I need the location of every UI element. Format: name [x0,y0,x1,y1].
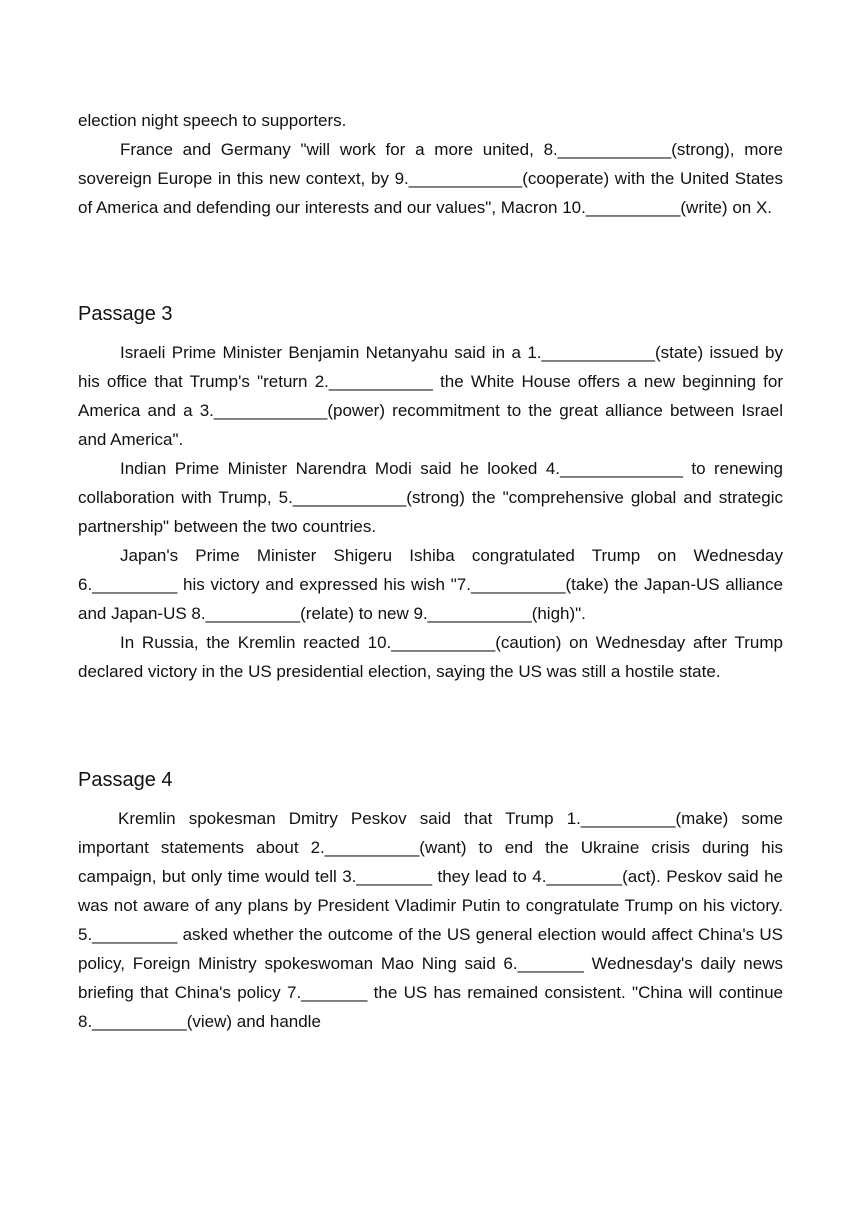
passage2-paragraph: France and Germany "will work for a more united, 8.____________(strong), more sovereign Europe in this new context, by 9.____________(cooperate) with the United States of America and defending our interests and our values", Macron 10.__________(write) on X. [78,140,783,217]
passage4-title: Passage 4 [78,769,173,791]
spacer [78,222,783,300]
spacer [78,686,783,766]
spacer [78,794,783,804]
document-page [78,106,783,1036]
passage3-title: Passage 3 [78,303,173,325]
passage4-paragraph-1: Kremlin spokesman Dmitry Peskov said that Trump 1.__________(make) some important statements about 2.__________(want) to end the Ukraine crisis during his campaign, but only time would tell 3.________ they lead to 4.________(act). Peskov said he was not aware of any plans by President Vladimir Putin to congratulate Trump on his victory. 5._________ asked whether the outcome of the US general election would affect China's US policy, Foreign Ministry spokeswoman Mao Ning said 6._______ Wednesday's daily news briefing that China's policy 7._______ the US has remained consistent. "China will continue 8.__________(view) and handle [78,809,783,1031]
passage3-paragraph-2: Indian Prime Minister Narendra Modi said he looked 4._____________ to renewing collaboration with Trump, 5.____________(strong) the "comprehensive global and strategic partnership" between the two countries. [78,459,783,536]
passage2-tail-line: election night speech to supporters. [78,111,347,130]
spacer [78,328,783,338]
passage3-paragraph-4: In Russia, the Kremlin reacted 10.___________(caution) on Wednesday after Trump declared victory in the US presidential election, saying the US was still a hostile state. [78,633,783,681]
passage3-paragraph-3: Japan's Prime Minister Shigeru Ishiba congratulated Trump on Wednesday 6._________ his victory and expressed his wish "7.__________(take) the Japan-US alliance and Japan-US 8.__________(relate) to new 9.___________(high)". [78,546,783,623]
passage3-paragraph-1: Israeli Prime Minister Benjamin Netanyahu said in a 1.____________(state) issued by his office that Trump's "return 2.___________ the White House offers a new beginning for America and a 3.____________(power) recommitment to the great alliance between Israel and America". [78,343,783,449]
